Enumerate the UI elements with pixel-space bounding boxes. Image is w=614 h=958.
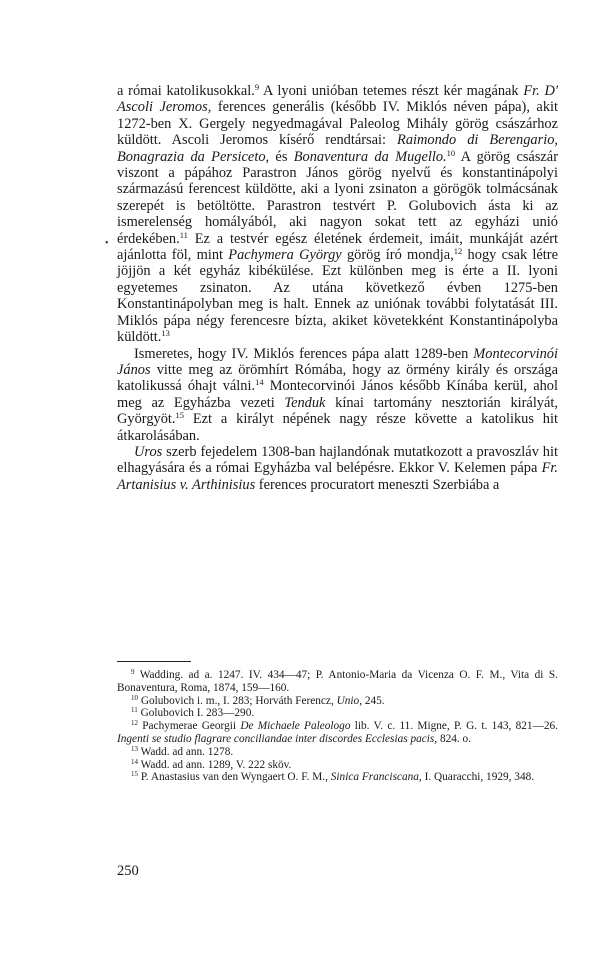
- italic-text: Fr. Artanisius v. Arthinisius: [117, 460, 558, 493]
- text-run: 245.: [362, 694, 385, 707]
- footnote-reference: 13: [161, 328, 170, 339]
- text-run: Wadding. ad a. 1247. IV. 434—47; P. Antonio-Maria da Vicenza O. F. M., Vita di S. Bonaventura, Roma, 1874, 159—160.: [117, 669, 558, 694]
- italic-text: Pachymera György: [228, 247, 342, 264]
- page-number: 250: [117, 863, 139, 879]
- paragraph: [117, 346, 558, 444]
- footnote-reference: 11: [179, 229, 188, 240]
- text-run: Montecorvinói János később Kínába kerül, ahol meg az Egyházba vezeti: [117, 378, 558, 411]
- text-run: vitte meg az örömhírt Rómába, hogy az örmény király és országa katolikussá óhajt válni.: [117, 361, 558, 395]
- paragraph: [117, 444, 558, 493]
- text-run: szerb fejedelem 1308-ban hajlandónak mutatkozott a pravoszláv hit elhagyására és a római Egyházba val belépésre. Ekkor V. Kelemen pápa: [117, 443, 558, 477]
- text-run: A görög császár viszont a pápához Parastron János görög nyelvű és konstantinápolyi származású ferencest küldötte, aki a lyoni zsinaton a görögök tolmácsának szerepét is betöltötte. Parastron testvért P. Golubovich ásta ki az ismerelenség homályából, aki nagyon sokat tett az egyházi unió érdekében.: [117, 148, 558, 247]
- footnote-reference: 11: [131, 706, 138, 715]
- footnote-reference: 12: [453, 246, 463, 257]
- text-run: Ez a testvér egész életének érdemeit, imáit, munkáját azért ajánlotta föl, mint: [117, 230, 558, 264]
- italic-text: Uros: [134, 443, 163, 460]
- footnote-reference: 14: [255, 377, 264, 388]
- text-run: Wadd. ad ann. 1278.: [138, 745, 234, 758]
- italic-text: Sinica Franciscana,: [330, 771, 422, 784]
- italic-text: Unio,: [336, 694, 363, 707]
- text-run: Ezt a királyt népének nagy része követte a katolikus hit átkarolásában.: [117, 411, 558, 444]
- text-run: A lyoni unióban tetemes részt kér magának: [259, 83, 524, 99]
- footnote: [117, 759, 558, 772]
- italic-text: Raimondo di Berengario, Bonagrazia da Persiceto,: [117, 132, 558, 165]
- text-run: lib. V. c. 11. Migne, P. G. t. 143, 821—26.: [350, 720, 558, 733]
- paragraph: [117, 83, 558, 346]
- footnote: [117, 695, 558, 708]
- text-run: Wadd. ad ann. 1289, V. 222 sköv.: [138, 758, 292, 771]
- footnote-reference: 10: [131, 693, 138, 702]
- margin-bullet-mark: •: [105, 238, 109, 249]
- footnote-reference: 15: [131, 770, 138, 779]
- footnote: [117, 746, 558, 759]
- italic-text: Ingenti se studio flagrare conciliandae inter discordes Ecclesias pacis,: [117, 732, 438, 745]
- text-run: Pachymerae Georgii: [138, 720, 241, 733]
- footnote-reference: 9: [254, 82, 260, 92]
- text-run: ferences generális (később IV. Miklós néven pápa), akit 1272-ben X. Gergely negyedmagával Paleolog Mihály görög császárhoz küldött. Ascoli Jeromos kísérő rendtársai:: [117, 99, 559, 149]
- footnote-reference: 10: [446, 147, 456, 158]
- italic-text: Montecorvinói János: [117, 345, 558, 378]
- text-run: Ismeretes, hogy IV. Miklós ferences pápa alatt 1289-ben: [134, 345, 474, 362]
- text-run: I. Quaracchi, 1929, 348.: [421, 771, 535, 784]
- text-run: a római katolikusokkal.: [117, 83, 255, 99]
- text-run: Golubovich i. m., I. 283; Horváth Ferencz,: [138, 694, 337, 707]
- footnote-reference: 15: [175, 410, 184, 421]
- text-run: görög író mondja,: [341, 247, 454, 264]
- footnote-reference: 14: [131, 757, 138, 766]
- text-run: 824. o.: [437, 732, 472, 745]
- footnote: [117, 707, 558, 720]
- footnote-reference: 13: [131, 744, 138, 753]
- text-run: és: [269, 148, 294, 165]
- footnote-reference: 9: [131, 668, 135, 676]
- italic-text: Fr. D' Ascoli Jeromos,: [117, 83, 559, 116]
- footnotes: [117, 669, 558, 784]
- footnote: [117, 720, 558, 746]
- italic-text: Tenduk: [284, 394, 326, 411]
- italic-text: De Michaele Paleologo: [240, 720, 351, 733]
- footnote: [117, 669, 558, 695]
- text-run: ferences procuratort meneszti Szerbiába a: [255, 476, 500, 493]
- footnote-separator: [117, 661, 191, 662]
- text-run: kínai tartomány nesztorián királyát, Györgyöt.: [117, 394, 558, 428]
- footnote: [117, 771, 558, 784]
- text-run: P. Anastasius van den Wyngaert O. F. M.,: [138, 771, 331, 784]
- text-run: hogy csak létre jöjjön a két egyház kibékülése. Ezt különben meg is érte a II. lyoni egyetemes zsinaton. Az utána következő évben 1275-ben Konstantinápolyban meg is halt. Ennek az uniónak további folytatását III. Miklós pápa négy ferencesre bízta, akiket követekként Konstantinápolyba küldött.: [117, 247, 558, 346]
- italic-text: Bonaventura da Mugello.: [293, 148, 447, 165]
- text-run: Golubovich I. 283—290.: [137, 707, 255, 720]
- footnote-reference: 12: [131, 719, 138, 728]
- body-text: [117, 83, 558, 493]
